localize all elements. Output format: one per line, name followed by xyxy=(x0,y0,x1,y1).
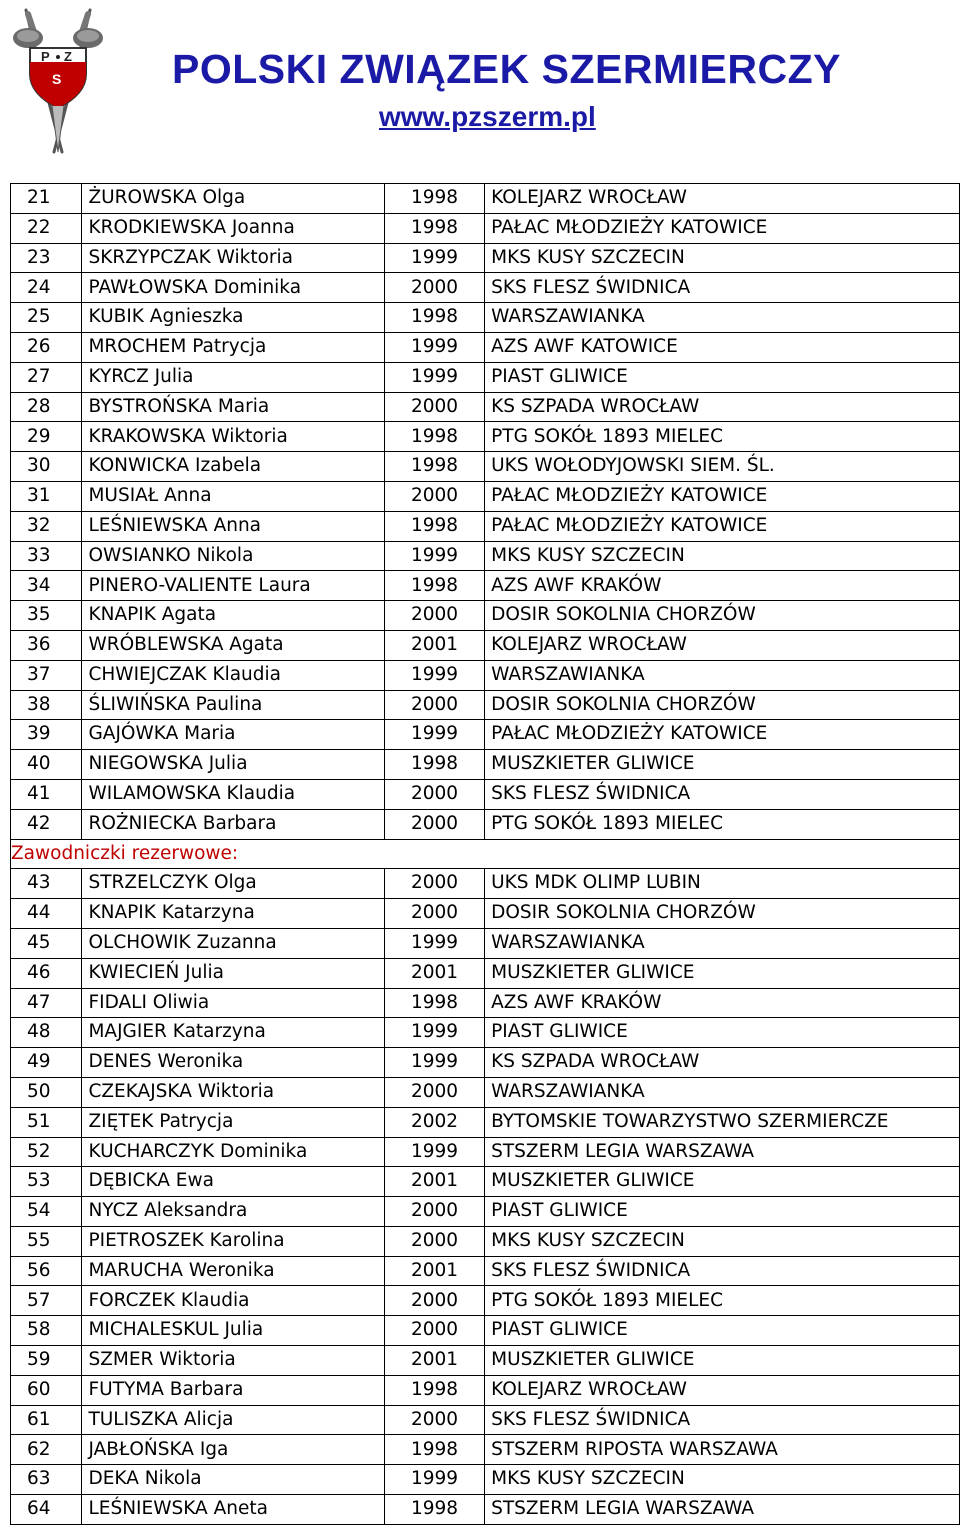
athlete-name: OWSIANKO Nikola xyxy=(82,541,384,571)
birth-year: 2000 xyxy=(384,392,484,422)
table-row xyxy=(11,1286,960,1316)
birth-year: 2000 xyxy=(384,899,484,929)
club-name: SKS FLESZ ŚWIDNICA xyxy=(485,779,960,809)
table-row xyxy=(11,303,960,333)
table-row xyxy=(11,541,960,571)
row-number: 31 xyxy=(11,481,82,511)
birth-year: 2000 xyxy=(384,273,484,303)
birth-year: 1998 xyxy=(384,303,484,333)
table-row xyxy=(11,1346,960,1376)
table-row xyxy=(11,1018,960,1048)
row-number: 41 xyxy=(11,779,82,809)
club-name: MUSZKIETER GLIWICE xyxy=(485,958,960,988)
table-row xyxy=(11,869,960,899)
club-name: PTG SOKÓŁ 1893 MIELEC xyxy=(485,422,960,452)
athlete-name: JABŁOŃSKA Iga xyxy=(82,1435,384,1465)
club-name: WARSZAWIANKA xyxy=(485,928,960,958)
row-number: 56 xyxy=(11,1256,82,1286)
birth-year: 1999 xyxy=(384,660,484,690)
row-number: 60 xyxy=(11,1375,82,1405)
club-name: SKS FLESZ ŚWIDNICA xyxy=(485,1256,960,1286)
club-name: WARSZAWIANKA xyxy=(485,1077,960,1107)
row-number: 38 xyxy=(11,690,82,720)
row-number: 47 xyxy=(11,988,82,1018)
birth-year: 1999 xyxy=(384,1137,484,1167)
club-name: PTG SOKÓŁ 1893 MIELEC xyxy=(485,809,960,839)
birth-year: 2000 xyxy=(384,1316,484,1346)
club-name: DOSIR SOKOLNIA CHORZÓW xyxy=(485,601,960,631)
athlete-name: WILAMOWSKA Klaudia xyxy=(82,779,384,809)
table-row xyxy=(11,779,960,809)
table-row xyxy=(11,1048,960,1078)
table-row xyxy=(11,899,960,929)
athlete-name: MUSIAŁ Anna xyxy=(82,481,384,511)
birth-year: 2001 xyxy=(384,1256,484,1286)
table-row xyxy=(11,1435,960,1465)
row-number: 23 xyxy=(11,243,82,273)
club-name: MKS KUSY SZCZECIN xyxy=(485,243,960,273)
athlete-name: LEŚNIEWSKA Anna xyxy=(82,511,384,541)
row-number: 39 xyxy=(11,720,82,750)
athlete-name: FIDALI Oliwia xyxy=(82,988,384,1018)
birth-year: 1998 xyxy=(384,1375,484,1405)
club-name: AZS AWF KATOWICE xyxy=(485,332,960,362)
athlete-name: MAJGIER Katarzyna xyxy=(82,1018,384,1048)
birth-year: 1998 xyxy=(384,750,484,780)
club-name: UKS WOŁODYJOWSKI SIEM. ŚL. xyxy=(485,452,960,482)
athlete-name: KWIECIEŃ Julia xyxy=(82,958,384,988)
club-name: BYTOMSKIE TOWARZYSTWO SZERMIERCZE xyxy=(485,1107,960,1137)
reserve-section-row xyxy=(11,839,960,869)
birth-year: 1998 xyxy=(384,184,484,214)
row-number: 61 xyxy=(11,1405,82,1435)
table-row xyxy=(11,571,960,601)
birth-year: 2000 xyxy=(384,1405,484,1435)
logo-letter-p: P xyxy=(41,49,50,64)
club-name: MKS KUSY SZCZECIN xyxy=(485,1465,960,1495)
table-row xyxy=(11,213,960,243)
birth-year: 1999 xyxy=(384,541,484,571)
birth-year: 2000 xyxy=(384,869,484,899)
row-number: 51 xyxy=(11,1107,82,1137)
birth-year: 2000 xyxy=(384,690,484,720)
table-row xyxy=(11,452,960,482)
row-number: 28 xyxy=(11,392,82,422)
logo-letter-z: Z xyxy=(64,49,72,64)
birth-year: 1998 xyxy=(384,988,484,1018)
athlete-name: TULISZKA Alicja xyxy=(82,1405,384,1435)
table-row xyxy=(11,720,960,750)
row-number: 32 xyxy=(11,511,82,541)
club-name: PAŁAC MŁODZIEŻY KATOWICE xyxy=(485,481,960,511)
table-row xyxy=(11,1316,960,1346)
athlete-list-table xyxy=(10,183,960,1525)
row-number: 53 xyxy=(11,1167,82,1197)
table-row xyxy=(11,1077,960,1107)
table-row xyxy=(11,601,960,631)
table-row xyxy=(11,1405,960,1435)
table-row xyxy=(11,273,960,303)
table-row xyxy=(11,958,960,988)
club-name: DOSIR SOKOLNIA CHORZÓW xyxy=(485,690,960,720)
birth-year: 1999 xyxy=(384,720,484,750)
logo-letter-s: S xyxy=(52,71,62,87)
table-row xyxy=(11,422,960,452)
row-number: 22 xyxy=(11,213,82,243)
pzs-logo-icon xyxy=(8,2,108,157)
athlete-name: ŻUROWSKA Olga xyxy=(82,184,384,214)
athlete-name: KYRCZ Julia xyxy=(82,362,384,392)
athlete-name: NIEGOWSKA Julia xyxy=(82,750,384,780)
organization-title: POLSKI ZWIĄZEK SZERMIERCZY xyxy=(172,46,841,92)
birth-year: 1999 xyxy=(384,1048,484,1078)
table-row xyxy=(11,1375,960,1405)
athlete-name: KONWICKA Izabela xyxy=(82,452,384,482)
athlete-name: MICHALESKUL Julia xyxy=(82,1316,384,1346)
athlete-name: CHWIEJCZAK Klaudia xyxy=(82,660,384,690)
athlete-name: FORCZEK Klaudia xyxy=(82,1286,384,1316)
club-name: PIAST GLIWICE xyxy=(485,1316,960,1346)
birth-year: 1998 xyxy=(384,213,484,243)
athlete-name: BYSTROŃSKA Maria xyxy=(82,392,384,422)
athlete-name: LEŚNIEWSKA Aneta xyxy=(82,1495,384,1525)
club-name: MKS KUSY SZCZECIN xyxy=(485,1226,960,1256)
row-number: 36 xyxy=(11,630,82,660)
birth-year: 2000 xyxy=(384,601,484,631)
athlete-name: STRZELCZYK Olga xyxy=(82,869,384,899)
table-row xyxy=(11,481,960,511)
athlete-name: GAJÓWKA Maria xyxy=(82,720,384,750)
birth-year: 1998 xyxy=(384,452,484,482)
row-number: 58 xyxy=(11,1316,82,1346)
athlete-name: MARUCHA Weronika xyxy=(82,1256,384,1286)
organization-website-link[interactable]: www.pzszerm.pl xyxy=(379,101,596,132)
row-number: 37 xyxy=(11,660,82,690)
row-number: 35 xyxy=(11,601,82,631)
athlete-name: ZIĘTEK Patrycja xyxy=(82,1107,384,1137)
athlete-name: DĘBICKA Ewa xyxy=(82,1167,384,1197)
table-row xyxy=(11,660,960,690)
table-row xyxy=(11,1226,960,1256)
athlete-name: ŚLIWIŃSKA Paulina xyxy=(82,690,384,720)
athlete-name: PAWŁOWSKA Dominika xyxy=(82,273,384,303)
club-name: KS SZPADA WROCŁAW xyxy=(485,1048,960,1078)
club-name: MUSZKIETER GLIWICE xyxy=(485,1167,960,1197)
row-number: 55 xyxy=(11,1226,82,1256)
club-name: MKS KUSY SZCZECIN xyxy=(485,541,960,571)
row-number: 48 xyxy=(11,1018,82,1048)
club-name: WARSZAWIANKA xyxy=(485,660,960,690)
table-row xyxy=(11,243,960,273)
birth-year: 2000 xyxy=(384,481,484,511)
club-name: MUSZKIETER GLIWICE xyxy=(485,750,960,780)
table-row xyxy=(11,1495,960,1525)
row-number: 50 xyxy=(11,1077,82,1107)
athlete-name: KNAPIK Katarzyna xyxy=(82,899,384,929)
athlete-name: DENES Weronika xyxy=(82,1048,384,1078)
birth-year: 1999 xyxy=(384,928,484,958)
athlete-name: SZMER Wiktoria xyxy=(82,1346,384,1376)
athlete-name: OLCHOWIK Zuzanna xyxy=(82,928,384,958)
birth-year: 1998 xyxy=(384,1495,484,1525)
club-name: PAŁAC MŁODZIEŻY KATOWICE xyxy=(485,511,960,541)
birth-year: 2000 xyxy=(384,779,484,809)
row-number: 59 xyxy=(11,1346,82,1376)
birth-year: 1999 xyxy=(384,362,484,392)
table-row xyxy=(11,362,960,392)
birth-year: 2000 xyxy=(384,809,484,839)
row-number: 52 xyxy=(11,1137,82,1167)
table-row xyxy=(11,1197,960,1227)
club-name: PIAST GLIWICE xyxy=(485,1018,960,1048)
club-name: PAŁAC MŁODZIEŻY KATOWICE xyxy=(485,213,960,243)
row-number: 49 xyxy=(11,1048,82,1078)
table-row xyxy=(11,750,960,780)
athlete-name: KNAPIK Agata xyxy=(82,601,384,631)
club-name: PIAST GLIWICE xyxy=(485,1197,960,1227)
birth-year: 1999 xyxy=(384,243,484,273)
row-number: 33 xyxy=(11,541,82,571)
row-number: 24 xyxy=(11,273,82,303)
row-number: 54 xyxy=(11,1197,82,1227)
athlete-name: PINERO-VALIENTE Laura xyxy=(82,571,384,601)
birth-year: 2000 xyxy=(384,1286,484,1316)
row-number: 43 xyxy=(11,869,82,899)
birth-year: 1999 xyxy=(384,332,484,362)
club-name: STSZERM RIPOSTA WARSZAWA xyxy=(485,1435,960,1465)
table-row xyxy=(11,809,960,839)
table-row xyxy=(11,988,960,1018)
birth-year: 2000 xyxy=(384,1197,484,1227)
club-name: PTG SOKÓŁ 1893 MIELEC xyxy=(485,1286,960,1316)
row-number: 57 xyxy=(11,1286,82,1316)
row-number: 29 xyxy=(11,422,82,452)
table-row xyxy=(11,184,960,214)
club-name: PAŁAC MŁODZIEŻY KATOWICE xyxy=(485,720,960,750)
athlete-name: FUTYMA Barbara xyxy=(82,1375,384,1405)
table-row xyxy=(11,332,960,362)
athlete-name: KUBIK Agnieszka xyxy=(82,303,384,333)
athlete-name: MROCHEM Patrycja xyxy=(82,332,384,362)
birth-year: 1999 xyxy=(384,1018,484,1048)
table-row xyxy=(11,1465,960,1495)
birth-year: 1999 xyxy=(384,1465,484,1495)
row-number: 46 xyxy=(11,958,82,988)
table-row xyxy=(11,1256,960,1286)
table-row xyxy=(11,1137,960,1167)
athlete-name: CZEKAJSKA Wiktoria xyxy=(82,1077,384,1107)
row-number: 21 xyxy=(11,184,82,214)
row-number: 26 xyxy=(11,332,82,362)
table-row xyxy=(11,630,960,660)
birth-year: 1998 xyxy=(384,511,484,541)
birth-year: 1998 xyxy=(384,1435,484,1465)
birth-year: 2001 xyxy=(384,958,484,988)
athlete-name: PIETROSZEK Karolina xyxy=(82,1226,384,1256)
athlete-name: KRODKIEWSKA Joanna xyxy=(82,213,384,243)
row-number: 25 xyxy=(11,303,82,333)
club-name: SKS FLESZ ŚWIDNICA xyxy=(485,1405,960,1435)
club-name: WARSZAWIANKA xyxy=(485,303,960,333)
birth-year: 2000 xyxy=(384,1077,484,1107)
row-number: 42 xyxy=(11,809,82,839)
birth-year: 2000 xyxy=(384,1226,484,1256)
athlete-name: SKRZYPCZAK Wiktoria xyxy=(82,243,384,273)
athlete-name: KUCHARCZYK Dominika xyxy=(82,1137,384,1167)
row-number: 63 xyxy=(11,1465,82,1495)
reserve-section-label: Zawodniczki rezerwowe: xyxy=(11,839,960,869)
birth-year: 2001 xyxy=(384,1346,484,1376)
row-number: 30 xyxy=(11,452,82,482)
document-header xyxy=(0,0,960,170)
athlete-name: DEKA Nikola xyxy=(82,1465,384,1495)
club-name: DOSIR SOKOLNIA CHORZÓW xyxy=(485,899,960,929)
club-name: SKS FLESZ ŚWIDNICA xyxy=(485,273,960,303)
club-name: KOLEJARZ WROCŁAW xyxy=(485,184,960,214)
row-number: 45 xyxy=(11,928,82,958)
athlete-name: KRAKOWSKA Wiktoria xyxy=(82,422,384,452)
club-name: KOLEJARZ WROCŁAW xyxy=(485,1375,960,1405)
table-row xyxy=(11,1167,960,1197)
athlete-name: NYCZ Aleksandra xyxy=(82,1197,384,1227)
row-number: 27 xyxy=(11,362,82,392)
row-number: 62 xyxy=(11,1435,82,1465)
club-name: KOLEJARZ WROCŁAW xyxy=(485,630,960,660)
birth-year: 1998 xyxy=(384,422,484,452)
club-name: AZS AWF KRAKÓW xyxy=(485,988,960,1018)
row-number: 64 xyxy=(11,1495,82,1525)
birth-year: 1998 xyxy=(384,571,484,601)
birth-year: 2001 xyxy=(384,1167,484,1197)
club-name: PIAST GLIWICE xyxy=(485,362,960,392)
table-row xyxy=(11,1107,960,1137)
table-row xyxy=(11,928,960,958)
athlete-name: WRÓBLEWSKA Agata xyxy=(82,630,384,660)
birth-year: 2002 xyxy=(384,1107,484,1137)
row-number: 34 xyxy=(11,571,82,601)
club-name: MUSZKIETER GLIWICE xyxy=(485,1346,960,1376)
club-name: KS SZPADA WROCŁAW xyxy=(485,392,960,422)
club-name: AZS AWF KRAKÓW xyxy=(485,571,960,601)
club-name: STSZERM LEGIA WARSZAWA xyxy=(485,1137,960,1167)
club-name: UKS MDK OLIMP LUBIN xyxy=(485,869,960,899)
row-number: 40 xyxy=(11,750,82,780)
club-name: STSZERM LEGIA WARSZAWA xyxy=(485,1495,960,1525)
table-row xyxy=(11,392,960,422)
birth-year: 2001 xyxy=(384,630,484,660)
table-row xyxy=(11,511,960,541)
table-row xyxy=(11,690,960,720)
athlete-name: ROŻNIECKA Barbara xyxy=(82,809,384,839)
row-number: 44 xyxy=(11,899,82,929)
